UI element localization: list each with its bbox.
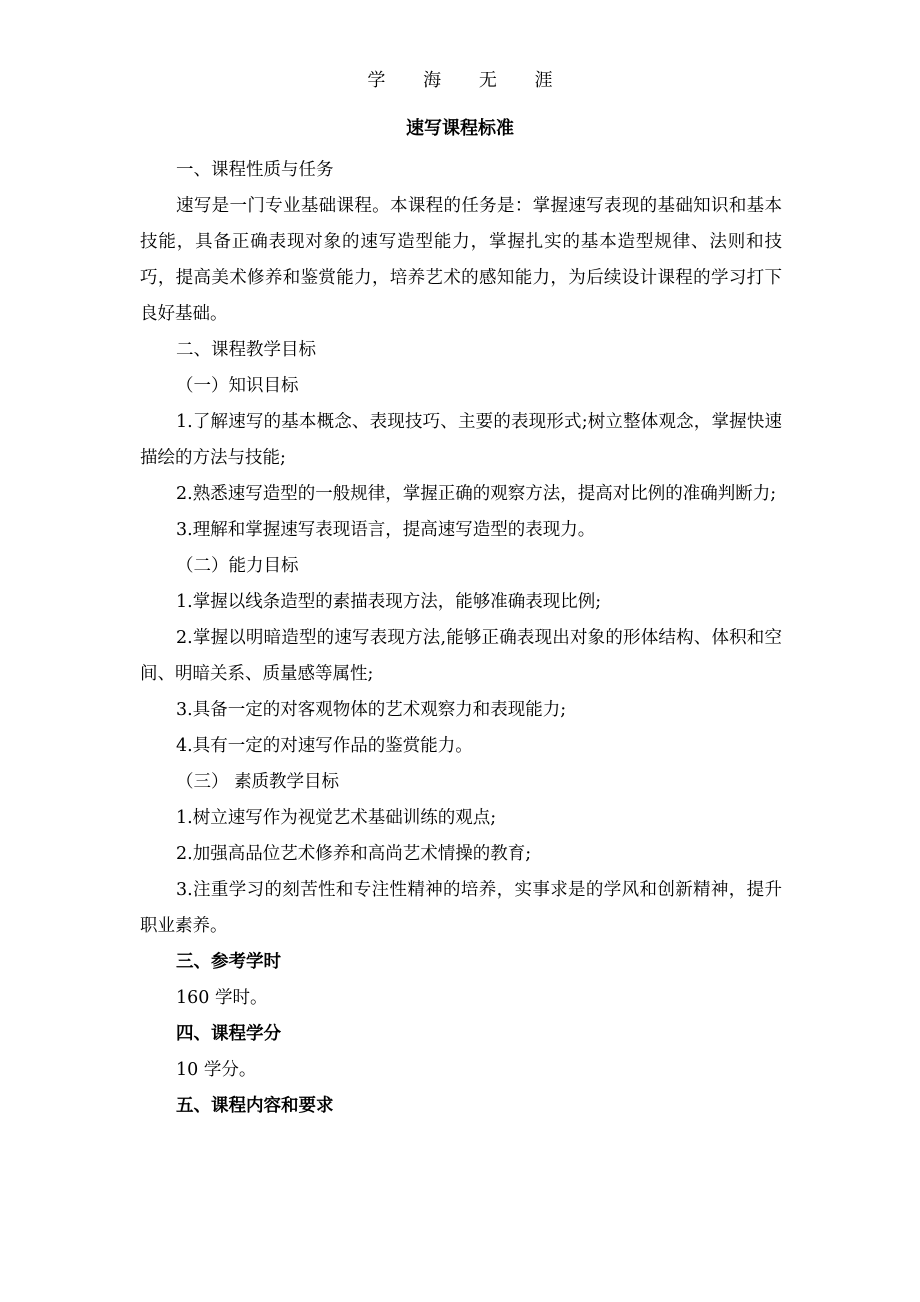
list-item: 3.注重学习的刻苦性和专注性精神的培养，实事求是的学风和创新精神，提升职业素养。 — [140, 880, 782, 936]
list-item: 2.掌握以明暗造型的速写表现方法,能够正确表现出对象的形体结构、体积和空间、明暗关系、质量感等属性; — [140, 628, 782, 684]
list-item: 3.具备一定的对客观物体的艺术观察力和表现能力; — [176, 700, 567, 720]
list-item: 3.理解和掌握速写表现语言，提高速写造型的表现力。 — [176, 520, 596, 540]
page-header: 学 海 无 涯 — [367, 70, 569, 91]
section-heading-2: 二、课程教学目标 — [176, 340, 316, 360]
list-item: 1.了解速写的基本概念、表现技巧、主要的表现形式;树立整体观念，掌握快速描绘的方法与技能; — [140, 412, 782, 468]
document-body — [140, 152, 782, 1124]
section-heading-4: 四、课程学分 — [176, 1024, 281, 1044]
subsection-heading-knowledge: （一）知识目标 — [176, 376, 299, 396]
paragraph-hours: 160 学时。 — [176, 988, 268, 1008]
subsection-heading-ability: （二）能力目标 — [176, 556, 299, 576]
list-item: 1.树立速写作为视觉艺术基础训练的观点; — [176, 808, 497, 828]
section-heading-1: 一、课程性质与任务 — [176, 160, 334, 180]
paragraph-course-nature: 速写是一门专业基础课程。本课程的任务是：掌握速写表现的基础知识和基本技能，具备正确表现对象的速写造型能力，掌握扎实的基本造型规律、法则和技巧，提高美术修养和鉴赏能力，培养艺术的感知能力，为后续设计课程的学习打下良好基础。 — [140, 196, 782, 324]
section-heading-5: 五、课程内容和要求 — [176, 1096, 334, 1116]
list-item: 2.加强高品位艺术修养和高尚艺术情操的教育; — [176, 844, 532, 864]
section-heading-3: 三、参考学时 — [176, 952, 281, 972]
list-item: 2.熟悉速写造型的一般规律，掌握正确的观察方法，提高对比例的准确判断力; — [176, 484, 777, 504]
list-item: 1.掌握以线条造型的素描表现方法，能够准确表现比例; — [176, 592, 602, 612]
list-item: 4.具有一定的对速写作品的鉴赏能力。 — [176, 736, 473, 756]
document-title: 速写课程标准 — [406, 118, 514, 139]
paragraph-credits: 10 学分。 — [176, 1060, 257, 1080]
subsection-heading-quality: （三） 素质教学目标 — [176, 772, 340, 792]
